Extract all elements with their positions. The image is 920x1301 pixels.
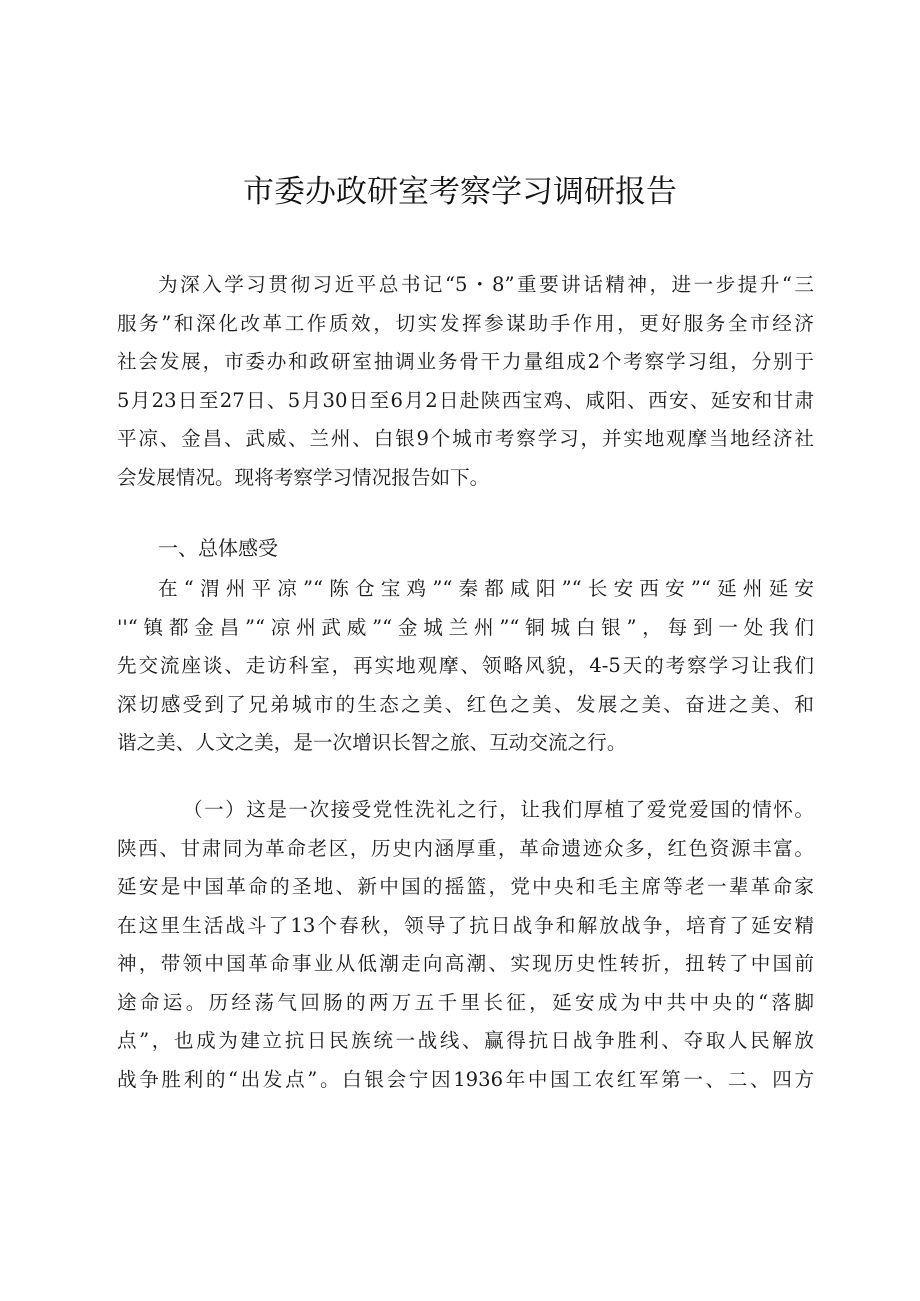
paragraph-line: 陕西、甘肃同为革命老区，历史内涵厚重，革命遗迹众多，红色资源丰富。 (117, 836, 814, 860)
paragraph-line: 平凉、金昌、武威、兰州、白银9个城市考察学习，并实地观摩当地经济社 (117, 427, 814, 450)
paragraph-line: 社会发展，市委办和政研室抽调业务骨干力量组成2个考察学习组，分别于 (117, 350, 814, 373)
paragraph-line: 先交流座谈、走访科室，再实地观摩、领略风貌，4-5天的考察学习让我们 (117, 654, 814, 677)
paragraph-line: 为深入学习贯彻习近平总书记“5・8”重要讲话精神，进一步提升“三 (158, 273, 814, 296)
paragraph-line: 在“渭州平凉”“陈仓宝鸡”“秦都咸阳”“长安西安”“延州延安 (158, 577, 814, 600)
section-heading (117, 529, 814, 568)
paragraph-line: 深切感受到了兄弟城市的生态之美、红色之美、发展之美、奋进之美、和 (117, 692, 814, 716)
paragraph-line: 神，带领中国革命事业从低潮走向高潮、实现历史性转折，扭转了中国前 (117, 952, 814, 975)
paragraph-line: 在这里生活战斗了13个春秋，领导了抗日战争和解放战争，培育了延安精 (117, 913, 814, 937)
paragraph-party-spirit (117, 791, 814, 1099)
paragraph-intro (117, 266, 814, 497)
paragraph-line: 谐之美、人文之美，是一次增识长智之旅、互动交流之行。 (117, 731, 627, 754)
paragraph-line: 会发展情况。现将考察学习情况报告如下。 (117, 465, 490, 489)
document-title: 市委办政研室考察学习调研报告 (243, 174, 677, 210)
paragraph-line: 5月23日至27日、5月30日至6月2日赴陕西宝鸡、咸阳、西安、延安和甘肃 (117, 388, 814, 412)
section-heading-text: 一、总体感受 (158, 536, 278, 560)
paragraph-line: 服务”和深化改革工作质效，切实发挥参谋助手作用，更好服务全市经济 (117, 311, 814, 335)
paragraph-line: 途命运。历经荡气回肠的两万五千里长征，延安成为中共中央的“落脚 (117, 990, 814, 1014)
paragraph-line: （一）这是一次接受党性洗礼之行，让我们厚植了爱党爱国的情怀。 (183, 798, 814, 821)
paragraph-overall-impression (117, 570, 814, 763)
paragraph-line: 点”，也成为建立抗日民族统一战线、赢得抗日战争胜利、夺取人民解放 (117, 1029, 814, 1052)
paragraph-line: ''“镇都金昌”“凉州武威”“金城兰州”“铜城白银”，每到一处我们 (117, 615, 814, 639)
paragraph-line: 战争胜利的“出发点”。白银会宁因1936年中国工农红军第一、二、四方 (117, 1067, 814, 1091)
paragraph-line: 延安是中国革命的圣地、新中国的摇篮，党中央和毛主席等老一辈革命家 (117, 875, 814, 898)
